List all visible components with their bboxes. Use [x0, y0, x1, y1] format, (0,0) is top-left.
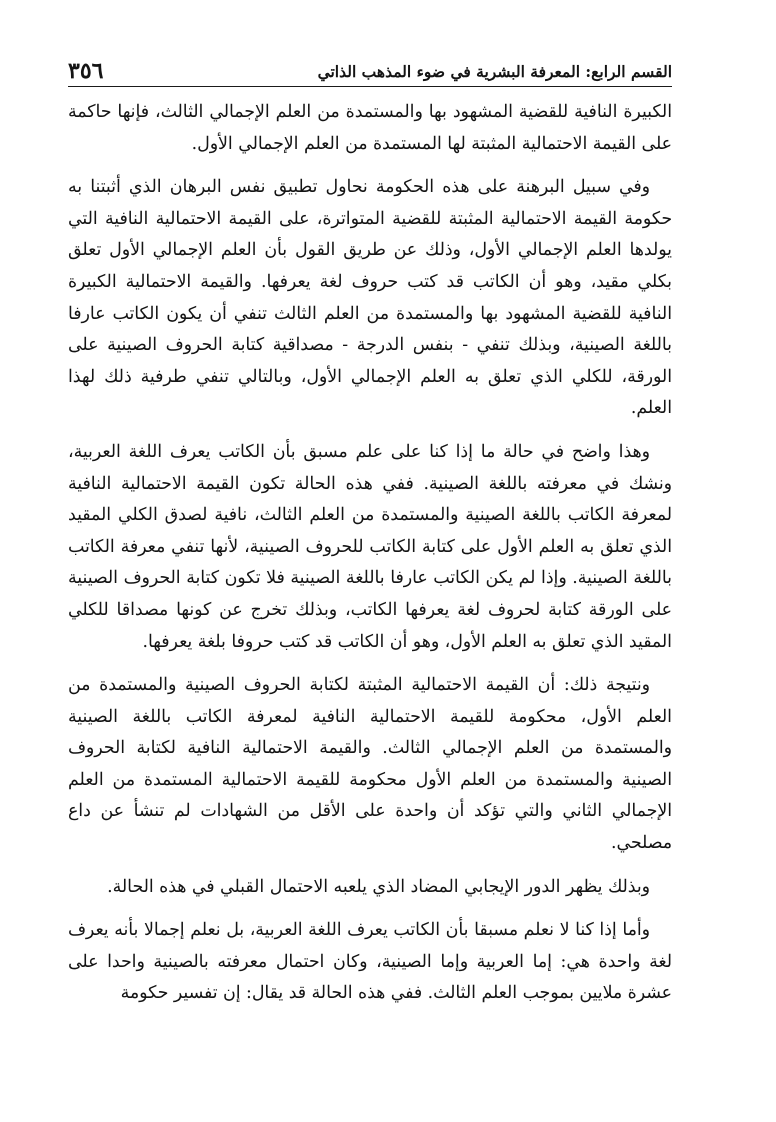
document-page [68, 48, 672, 1010]
paragraph-3: وهذا واضح في حالة ما إذا كنا على علم مسبق بأن الكاتب يعرف اللغة العربية، ونشك في معرفته باللغة الصينية. ففي هذه الحالة تكون القيمة الاحتمالية النافية لمعرفة الكاتب باللغة الصينية والمستمدة من العلم الثالث، نافية لصدق الكلي المقيد الذي تعلق به العلم الأول على كتابة الكاتب للحروف الصينية، لأنها تنفي معرفة الكاتب باللغة الصينية. وإذا لم يكن الكاتب عارفا باللغة الصينية فلا تكون كتابة الحروف الصينية على الورقة كتابة لحروف لغة يعرفها الكاتب، وبذلك تخرج عن كونها مصداقا للكلي المقيد الذي تعلق به العلم الأول، وهو أن الكاتب قد كتب حروفا بلغة يعرفها. [68, 441, 672, 652]
paragraph-6: وأما إذا كنا لا نعلم مسبقا بأن الكاتب يعرف اللغة العربية، بل نعلم إجمالا بأنه يعرف لغة واحدة هي: إما العربية وإما الصينية، وكان احتمال معرفته بالصينية واحدا على عشرة ملايين بموجب العلم الثالث. ففي هذه الحالة قد يقال: إن تفسير حكومة [68, 920, 672, 1004]
running-header [68, 48, 672, 87]
paragraph-4: ونتيجة ذلك: أن القيمة الاحتمالية المثبتة لكتابة الحروف الصينية والمستمدة من العلم الأول، محكومة للقيمة الاحتمالية النافية لمعرفة الكاتب باللغة الصينية والمستمدة من العلم الإجمالي الثالث. والقيمة الاحتمالية النافية لكتابة الحروف الصينية والمستمدة من العلم الأول محكومة للقيمة الاحتمالية المستمدة من العلم الإجمالي الثاني والتي تؤكد أن واحدة على الأقل من الشهادات لم تنشأ عن داع مصلحي. [68, 675, 672, 854]
paragraph-2: وفي سبيل البرهنة على هذه الحكومة نحاول تطبيق نفس البرهان الذي أثبتنا به حكومة القيمة الاحتمالية المثبتة للقضية المتواترة، على القيمة الاحتمالية النافية التي يولدها العلم الإجمالي الأول، وذلك عن طريق القول بأن العلم الإجمالي الأول تعلق بكلي مقيد، وهو أن الكاتب قد كتب حروف لغة يعرفها. والقيمة الاحتمالية الكبيرة النافية للقضية المشهود بها والمستمدة من العلم الثالث تنفي أن يكون الكاتب عارفا باللغة الصينية، وبذلك تنفي - بنفس الدرجة - مصداقية كتابة الحروف الصينية على الورقة، للكلي الذي تعلق به العلم الإجمالي الأول، وبالتالي تنفي طرفية ذلك لهذا العلم. [68, 177, 672, 419]
header-title: القسم الرابع: المعرفة البشرية في ضوء المذهب الذاتي [317, 62, 672, 82]
paragraph-5: وبذلك يظهر الدور الإيجابي المضاد الذي يلعبه الاحتمال القبلي في هذه الحالة. [107, 876, 650, 897]
paragraph-1: الكبيرة النافية للقضية المشهود بها والمستمدة من العلم الإجمالي الثالث، فإنها حاكمة على القيمة الاحتمالية المثبتة لها المستمدة من العلم الإجمالي الأول. [68, 102, 672, 154]
body-text [68, 97, 672, 1010]
page-number: ٣٥٦ [68, 58, 104, 84]
